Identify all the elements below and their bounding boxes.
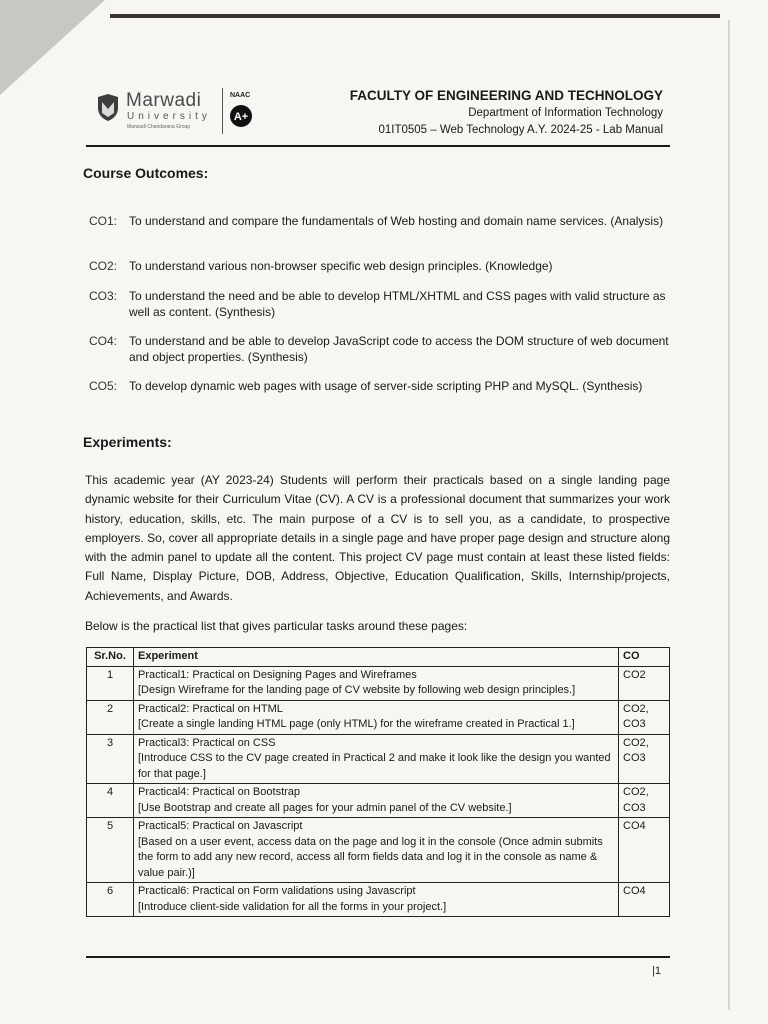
table-row <box>87 700 670 734</box>
co-code: CO5: <box>89 379 118 393</box>
co-value: CO3 <box>623 752 646 764</box>
page-number: |1 <box>652 965 661 977</box>
practical-title: Practical3: Practical on CSS <box>138 736 276 749</box>
practical-title: Practical6: Practical on Form validations using Javascript <box>138 885 416 897</box>
header-rule <box>86 145 670 147</box>
row-co <box>619 734 670 784</box>
row-co <box>619 700 670 734</box>
row-experiment <box>134 883 619 917</box>
co-text: To understand and compare the fundamentals of Web hosting and domain name services. (Analysis) <box>129 214 664 228</box>
row-experiment <box>134 700 619 734</box>
table-header-row <box>87 648 670 667</box>
co-text: To understand various non-browser specific web design principles. (Knowledge) <box>129 259 553 273</box>
row-sr-no: 2 <box>87 700 134 734</box>
table-row <box>87 666 670 700</box>
practical-description: [Introduce CSS to the CV page created in Practical 2 and make it look like the design you wanted for that page.] <box>138 752 611 780</box>
row-sr-no: 1 <box>87 666 134 700</box>
practical-description: [Use Bootstrap and create all pages for your admin panel of the CV website.] <box>138 801 512 814</box>
table-row <box>87 883 670 917</box>
practical-description: [Based on a user event, access data on the page and log it in the console (Once admin submits the form to add any new record, access all form fields data and log it in the console as name & value pair.)] <box>138 835 603 879</box>
co-text: To develop dynamic web pages with usage of server-side scripting PHP and MySQL. (Synthesis) <box>129 379 643 393</box>
co-code: CO4: <box>89 334 118 348</box>
header-co: CO <box>619 648 670 667</box>
department-name: Department of Information Technology <box>468 107 663 119</box>
co-value: CO3 <box>623 718 646 730</box>
practical-description: [Create a single landing HTML page (only HTML) for the wireframe created in Practical 1.] <box>138 718 575 730</box>
faculty-title: FACULTY OF ENGINEERING AND TECHNOLOGY <box>349 88 663 103</box>
row-experiment <box>134 818 619 883</box>
co-code: CO2: <box>89 259 118 273</box>
row-experiment <box>134 666 619 700</box>
row-experiment <box>134 784 619 818</box>
co-value: CO2, <box>623 702 649 715</box>
row-co <box>619 818 670 883</box>
logo-name: Marwadi <box>126 90 202 111</box>
co-code: CO1: <box>89 214 118 228</box>
practical-title: Practical4: Practical on Bootstrap <box>138 786 301 798</box>
practical-title: Practical1: Practical on Designing Pages and Wireframes <box>138 668 417 681</box>
practical-title: Practical5: Practical on Javascript <box>138 820 303 832</box>
folded-corner <box>0 0 105 95</box>
table-row <box>87 818 670 883</box>
row-sr-no: 5 <box>87 818 134 883</box>
row-co <box>619 883 670 917</box>
university-logo <box>96 88 266 134</box>
logo-subtitle: University <box>127 111 211 122</box>
row-sr-no: 4 <box>87 784 134 818</box>
co-value: CO2, <box>623 736 649 749</box>
top-edge <box>110 14 720 18</box>
shield-icon <box>96 94 120 122</box>
footer-rule <box>86 956 670 958</box>
svg-text:A+: A+ <box>233 111 249 123</box>
row-experiment <box>134 734 619 784</box>
logo-divider <box>222 88 223 134</box>
row-co <box>619 666 670 700</box>
course-title: 01IT0505 – Web Technology A.Y. 2024-25 - Lab Manual <box>378 124 663 136</box>
co-text: To understand the need and be able to develop HTML/XHTML and CSS pages with valid structure as well as content. (Synthesis) <box>129 289 666 319</box>
practical-description: [Introduce client-side validation for all the forms in your project.] <box>138 900 447 913</box>
page-edge <box>728 20 730 1010</box>
practical-title: Practical2: Practical on HTML <box>138 702 283 715</box>
table-row <box>87 734 670 784</box>
row-co <box>619 784 670 818</box>
course-outcomes-heading: Course Outcomes: <box>83 165 209 181</box>
naac-label: NAAC <box>230 92 251 99</box>
logo-group: Marwadi Chandarana Group <box>127 124 191 130</box>
co-value: CO4 <box>623 885 646 897</box>
naac-badge-icon <box>229 104 253 128</box>
practical-list-table <box>86 647 670 917</box>
table-intro: Below is the practical list that gives particular tasks around these pages: <box>85 619 468 633</box>
co-code: CO3: <box>89 289 118 303</box>
experiments-description: This academic year (AY 2023-24) Students will perform their practicals based on a single landing page dynamic website for their Curriculum Vitae (CV). A CV is a professional document that summarizes your work history, education, skills, etc. The main purpose of a CV is to sell you, as a candidate, to prospective employers. So, cover all appropriate details in a single page and have proper page design and structure along with the admin panel to update all the content. This project CV page must contain at least these listed fields: Full Name, Display Picture, DOB, Address, Objective, Education Qualification, Skills, Internship/projects, Achievements, and Awards. <box>85 473 670 603</box>
experiments-heading: Experiments: <box>83 434 172 450</box>
row-sr-no: 6 <box>87 883 134 917</box>
co-text: To understand and be able to develop JavaScript code to access the DOM structure of web document and object properties. (Synthesis) <box>129 334 669 364</box>
table-row <box>87 784 670 818</box>
co-value: CO2, <box>623 786 649 798</box>
practical-description: [Design Wireframe for the landing page of CV website by following web design principles.] <box>138 684 576 696</box>
co-value: CO2 <box>623 668 646 681</box>
header-sr-no: Sr.No. <box>87 648 134 667</box>
header-experiment: Experiment <box>134 648 619 667</box>
co-value: CO4 <box>623 820 646 832</box>
row-sr-no: 3 <box>87 734 134 784</box>
co-value: CO3 <box>623 801 646 814</box>
